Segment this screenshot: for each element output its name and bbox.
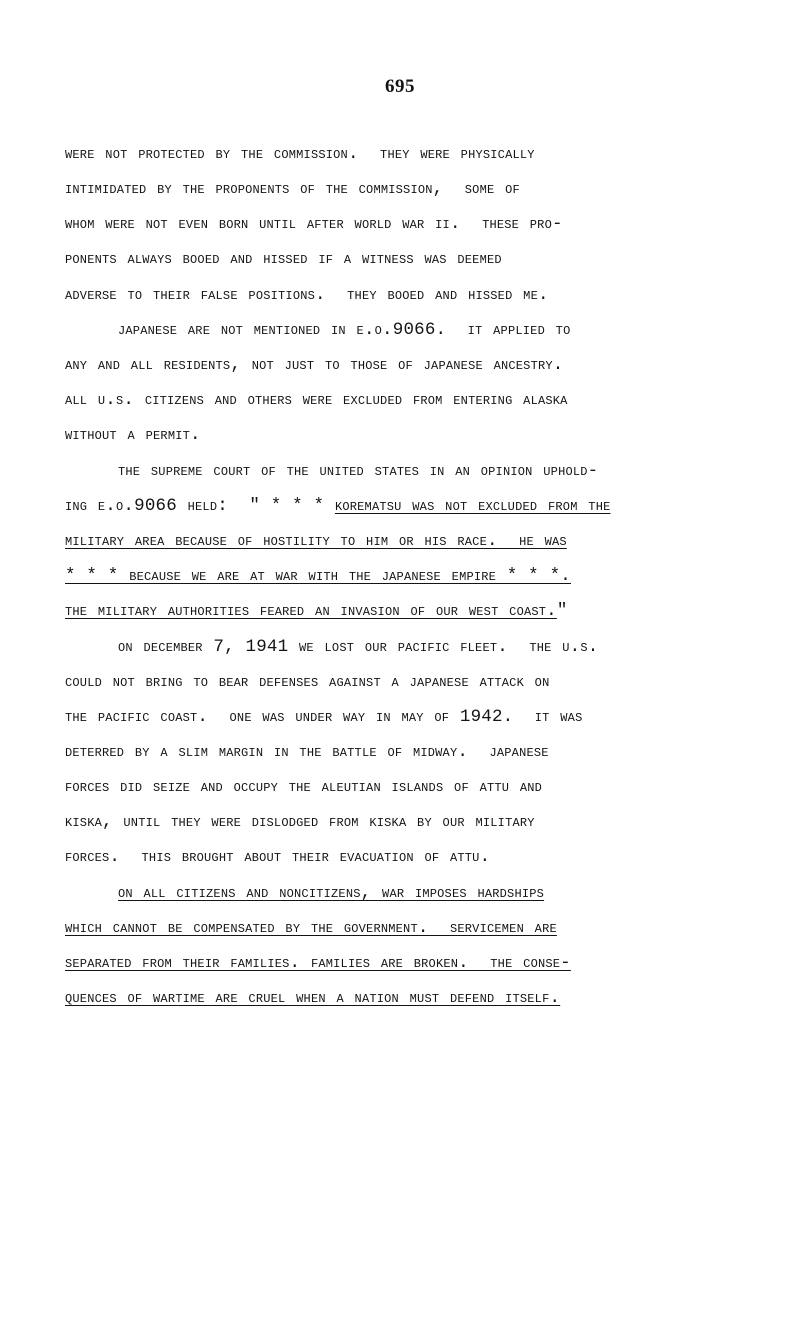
text-line: [65, 988, 560, 1008]
text-line: [65, 707, 582, 727]
text-line: [65, 531, 567, 551]
text-line: [65, 672, 549, 692]
text-line: [65, 285, 549, 305]
text-line: [118, 461, 598, 481]
text-line: [65, 777, 542, 797]
line-text: could not bring to bear defenses against a japanese attack on: [65, 672, 550, 692]
underlined-text: quences of wartime are cruel when a nation must defend itself.: [65, 988, 561, 1008]
text-line: [65, 144, 535, 164]
underlined-text: separated from their families. families are broken. the conse-: [65, 953, 571, 973]
line-text: adverse to their false positions. they booed and hissed me.: [65, 285, 549, 305]
text-line: [65, 812, 535, 832]
text-line: [65, 249, 502, 269]
underlined-text: on all citizens and noncitizens, war imposes hardships: [118, 883, 545, 903]
line-text: ponents always booed and hissed if a witness was deemed: [65, 249, 502, 269]
line-text: any and all residents, not just to those of japanese ancestry.: [65, 355, 564, 375]
line-text: deterred by a slim margin in the battle of midway. japanese: [65, 742, 549, 762]
line-text: the supreme court of the united states in an opinion uphold-: [118, 461, 599, 481]
page-number: 695: [385, 76, 415, 97]
text-line: [65, 953, 571, 973]
text-line: [65, 566, 571, 586]
underlined-text: which cannot be compensated by the government. servicemen are: [65, 918, 557, 938]
line-text: ": [556, 601, 568, 621]
text-line: [65, 847, 490, 867]
text-line: [65, 214, 563, 234]
line-text: all u.s. citizens and others were excluded from entering alaska: [65, 390, 568, 410]
text-line: [118, 637, 598, 657]
line-text: the pacific coast. one was under way in may of 1942. it was: [65, 707, 583, 727]
line-text: forces did seize and occupy the aleutian islands of attu and: [65, 777, 543, 797]
line-text: on december 7, 1941 we lost our pacific fleet. the u.s.: [118, 637, 599, 657]
line-text: whom were not even born until after world war ii. these pro-: [65, 214, 563, 234]
text-line: [65, 601, 568, 621]
underlined-text: military area because of hostility to him or his race. he was: [65, 531, 567, 551]
text-line: [65, 742, 549, 762]
text-line: [65, 496, 611, 516]
text-line: [65, 179, 520, 199]
line-text: without a permit.: [65, 425, 201, 445]
text-line: [65, 390, 568, 410]
text-line: [65, 918, 557, 938]
underlined-text: the military authorities feared an invasion of our west coast.: [65, 601, 557, 621]
underlined-text: korematsu was not excluded from the: [334, 496, 611, 516]
text-line: [65, 355, 563, 375]
underlined-text: * * * because we are at war with the japanese empire * * *.: [65, 566, 571, 586]
line-text: were not protected by the commission. they were physically: [65, 144, 535, 164]
text-line: [65, 425, 201, 445]
line-text: ing e.o.9066 held: " * * *: [65, 496, 335, 516]
text-line: [118, 320, 570, 340]
line-text: intimidated by the proponents of the commission, some of: [65, 179, 520, 199]
line-text: forces. this brought about their evacuation of attu.: [65, 847, 491, 867]
line-text: japanese are not mentioned in e.o.9066. it applied to: [118, 320, 571, 340]
text-line: [118, 883, 544, 903]
line-text: kiska, until they were dislodged from kiska by our military: [65, 812, 535, 832]
